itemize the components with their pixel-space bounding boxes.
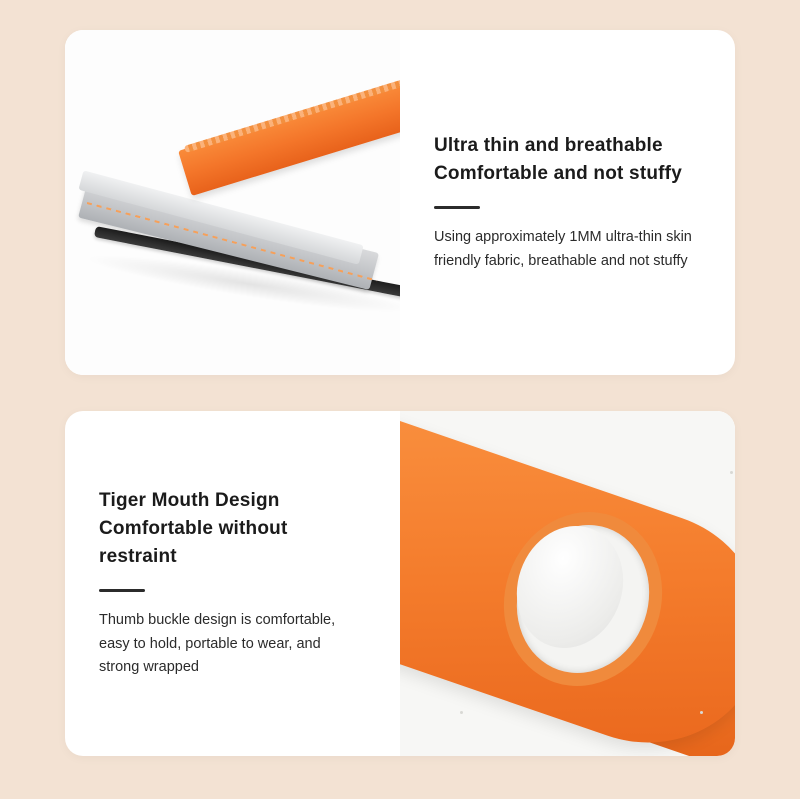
headline-line-1: Tiger Mouth Design bbox=[99, 490, 280, 512]
body-line-1: Thumb buckle design is comfortable, bbox=[99, 612, 336, 629]
feature-headline bbox=[434, 132, 701, 187]
background-speck bbox=[730, 471, 733, 474]
orange-strap-layer bbox=[178, 66, 400, 196]
headline-line-2: Comfortable without restraint bbox=[99, 518, 288, 567]
divider-rule bbox=[434, 206, 480, 209]
body-line-1: Using approximately 1MM ultra-thin skin bbox=[434, 229, 692, 246]
background-speck bbox=[460, 711, 463, 714]
body-line-3: strong wrapped bbox=[99, 659, 199, 676]
headline-line-2: Comfortable and not stuffy bbox=[434, 162, 682, 184]
feature-headline bbox=[99, 487, 366, 570]
feature-text-tiger-mouth bbox=[65, 411, 400, 756]
headline-line-1: Ultra thin and breathable bbox=[434, 134, 663, 156]
feature-body bbox=[434, 226, 701, 273]
feature-image-tiger-mouth bbox=[400, 411, 735, 756]
feature-text-ultra-thin bbox=[400, 30, 735, 375]
feature-card-ultra-thin bbox=[65, 30, 735, 375]
body-line-2: easy to hold, portable to wear, and bbox=[99, 635, 321, 652]
thumb-hole-photo bbox=[400, 411, 735, 756]
strap-layers-photo bbox=[65, 30, 400, 375]
feature-body bbox=[99, 609, 366, 679]
feature-image-ultra-thin bbox=[65, 30, 400, 375]
feature-card-tiger-mouth bbox=[65, 411, 735, 756]
divider-rule bbox=[99, 589, 145, 592]
body-line-2: friendly fabric, breathable and not stuffy bbox=[434, 252, 688, 269]
background-speck bbox=[700, 711, 703, 714]
